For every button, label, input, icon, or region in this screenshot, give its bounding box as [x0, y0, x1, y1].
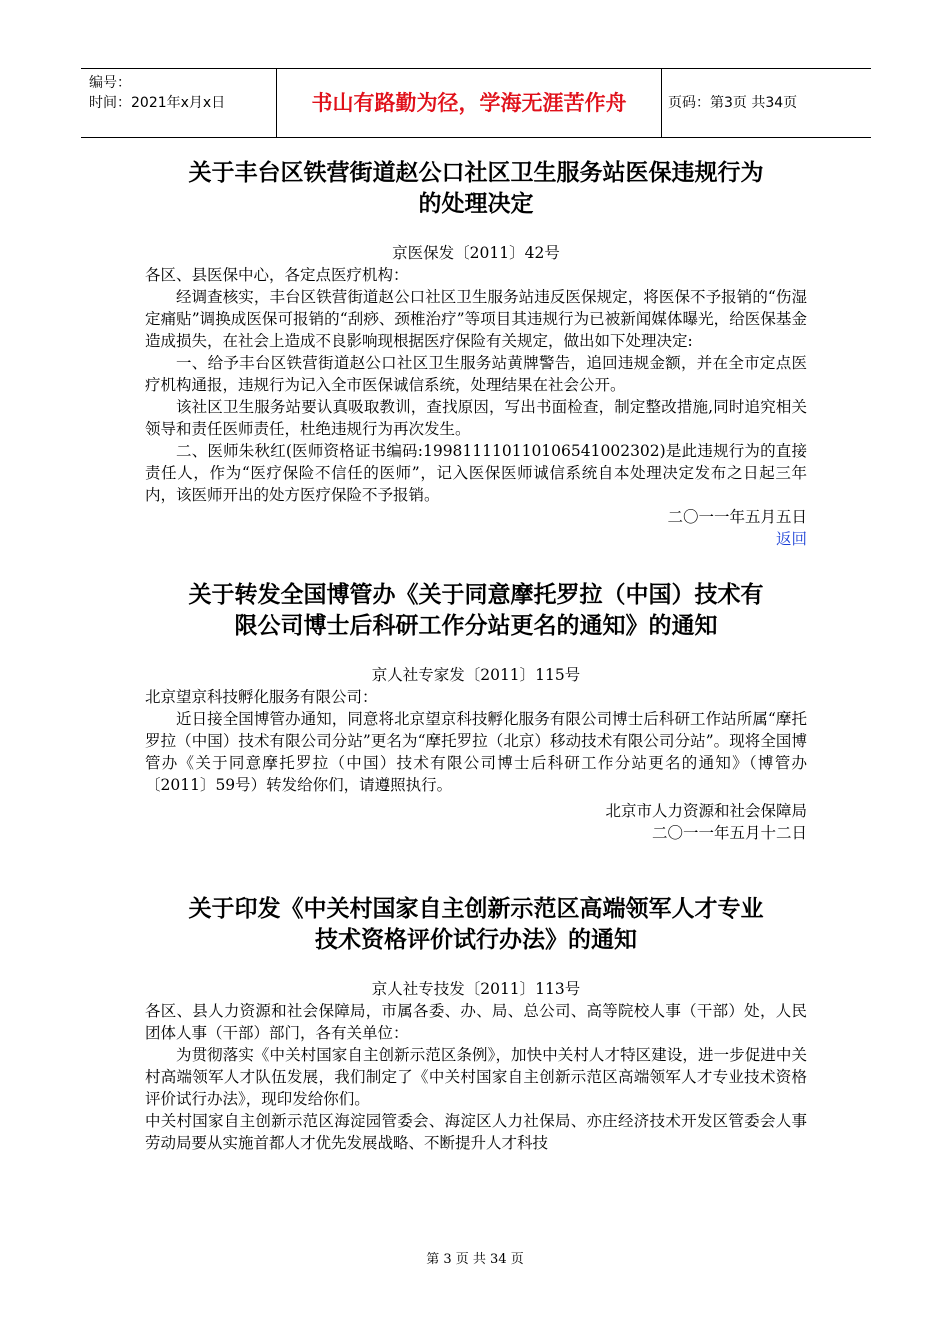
section-1-paragraph-1: 经调查核实，丰台区铁营街道赵公口社区卫生服务站违反医保规定，将医保不予报销的“伤湿定痛贴”调换成医保可报销的“刮痧、颈椎治疗”等项目其违规行为已被新闻媒体曝光，给医保基金造成损失，在社会上造成不良影响现根据医疗保险有关规定，做出如下处理决定: — [145, 288, 807, 350]
page-footer: 第 3 页 共 34 页 — [426, 1252, 524, 1267]
section-1-paragraph-3: 该社区卫生服务站要认真吸取教训，查找原因，写出书面检查，制定整改措施,同时追究相关领导和责任医师责任，杜绝违规行为再次发生。 — [145, 398, 807, 438]
section-3-addressee: 各区、县人力资源和社会保障局，市属各委、办、局、总公司、高等院校人事（干部）处，人民团体人事（干部）部门，各有关单位： — [145, 1002, 807, 1042]
section-3 — [145, 894, 807, 1154]
section-3-doc-number: 京人社专技发〔2011〕113号 — [371, 980, 581, 998]
section-2-doc-number: 京人社专家发〔2011〕115号 — [371, 666, 581, 684]
section-1-paragraph-2: 一、给予丰台区铁营街道赵公口社区卫生服务站黄牌警告，追回违规金额，并在全市定点医疗机构通报，违规行为记入全市医保诚信系统，处理结果在社会公开。 — [145, 354, 807, 394]
document-body — [145, 158, 807, 1154]
section-3-title-line1: 关于印发《中关村国家自主创新示范区高端领军人才专业 — [188, 896, 764, 922]
number-label: 编号： — [89, 75, 131, 91]
section-2-title-line1: 关于转发全国博管办《关于同意摩托罗拉（中国）技术有 — [188, 582, 764, 608]
header-motto: 书山有路勤为径，学海无涯苦作舟 — [277, 69, 662, 137]
header-meta — [81, 69, 277, 137]
section-2-issuer: 北京市人力资源和社会保障局 — [605, 802, 807, 820]
time-label: 时间：2021年x月x日 — [89, 95, 226, 111]
header-page-info: 页码：第3页 共34页 — [668, 95, 798, 111]
section-2 — [145, 580, 807, 844]
section-2-title-line2: 限公司博士后科研工作分站更名的通知》的通知 — [234, 613, 718, 639]
section-2-date: 二〇一一年五月十二日 — [651, 824, 807, 842]
section-1-paragraph-4: 二、医师朱秋红(医师资格证书编码:199811110110106541002302)是此违规行为的直接责任人，作为“医疗保险不信任的医师”，记入医保医师诚信系统自本处理决定发布之日起三年内，该医师开出的处方医疗保险不予报销。 — [145, 442, 807, 504]
section-3-title-line2: 技术资格评价试行办法》的通知 — [315, 927, 637, 953]
page-header — [81, 68, 871, 138]
section-1-doc-number: 京医保发〔2011〕42号 — [392, 244, 560, 262]
section-2-paragraph-1: 近日接全国博管办通知，同意将北京望京科技孵化服务有限公司博士后科研工作站所属“摩托罗拉（中国）技术有限公司分站”更名为“摩托罗拉（北京）移动技术有限公司分站”。现将全国博管办《关于同意摩托罗拉（中国）技术有限公司博士后科研工作分站更名的通知》（博管办〔2011〕59号）转发给你们，请遵照执行。 — [145, 710, 807, 794]
section-1-title-line2: 的处理决定 — [418, 191, 534, 217]
section-1-date: 二〇一一年五月五日 — [667, 508, 807, 526]
section-1 — [145, 158, 807, 550]
section-3-paragraph-1: 为贯彻落实《中关村国家自主创新示范区条例》，加快中关村人才特区建设，进一步促进中关村高端领军人才队伍发展，我们制定了《中关村国家自主创新示范区高端领军人才专业技术资格评价试行办法》，现印发给你们。 — [145, 1046, 807, 1108]
section-3-paragraph-2: 中关村国家自主创新示范区海淀园管委会、海淀区人力社保局、亦庄经济技术开发区管委会人事劳动局要从实施首都人才优先发展战略、不断提升人才科技 — [145, 1112, 807, 1152]
section-1-addressee: 各区、县医保中心，各定点医疗机构： — [145, 266, 409, 284]
section-2-title — [145, 580, 807, 642]
section-2-addressee: 北京望京科技孵化服务有限公司： — [145, 688, 378, 706]
section-1-title — [145, 158, 807, 220]
section-1-title-line1: 关于丰台区铁营街道赵公口社区卫生服务站医保违规行为 — [188, 160, 764, 186]
back-link[interactable]: 返回 — [775, 530, 807, 548]
section-3-title — [145, 894, 807, 956]
